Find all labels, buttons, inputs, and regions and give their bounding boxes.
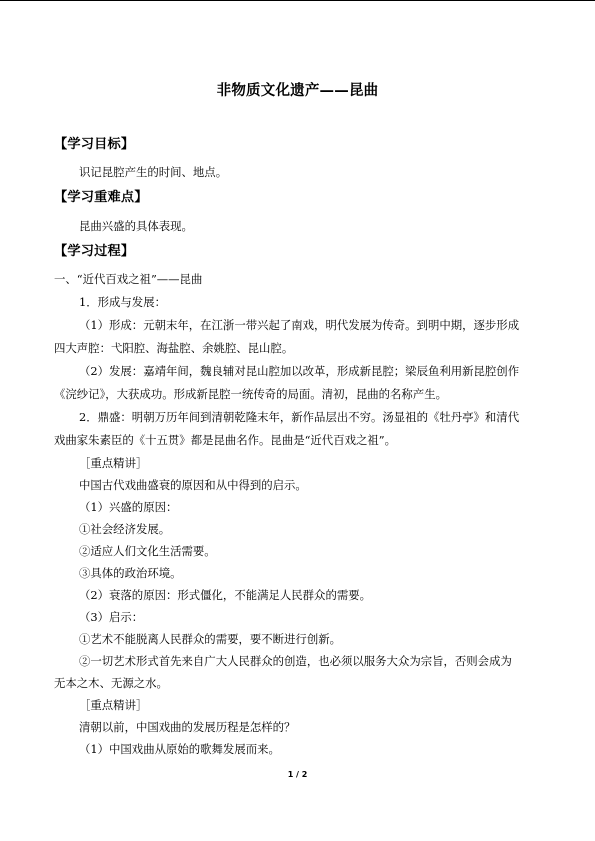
body-line: ①艺术不能脱离人民群众的需要，要不断进行创新。 bbox=[79, 632, 341, 646]
body-line: ［重点精讲］ bbox=[79, 456, 148, 470]
body-line: ②一切艺术形式首先来自广大人民群众的创造，也必须以服务大众为宗旨，否则会成为 bbox=[79, 654, 512, 668]
body-line: ①社会经济发展。 bbox=[79, 522, 171, 536]
body-line: （1）形成：元朝末年，在江浙一带兴起了南戏，明代发展为传奇。到明中期，逐步形成 bbox=[79, 318, 520, 332]
page-number: 1 / 2 bbox=[287, 770, 308, 779]
body-line: （1）兴盛的原因： bbox=[79, 500, 178, 514]
body-line: 《浣纱记》，大获成功。形成新昆腔一统传奇的局面。清初，昆曲的名称产生。 bbox=[54, 387, 447, 401]
body-line: 四大声腔：弋阳腔、海盐腔、余姚腔、昆山腔。 bbox=[54, 341, 294, 355]
body-line: ②适应人们文化生活需要。 bbox=[79, 544, 216, 558]
body-line: ［重点精讲］ bbox=[79, 698, 148, 712]
body-line: ③具体的政治环境。 bbox=[79, 566, 182, 580]
body-line: 戏曲家朱素臣的《十五贯》都是昆曲名作。昆曲是“近代百戏之祖”。 bbox=[54, 433, 396, 447]
body-line: 无本之木、无源之水。 bbox=[54, 676, 168, 690]
body-line: 清朝以前，中国戏曲的发展历程是怎样的？ bbox=[79, 720, 296, 734]
section-heading-process: 【学习过程】 bbox=[54, 244, 135, 259]
section-text-goals: 识记昆腔产生的时间、地点。 bbox=[79, 165, 228, 179]
body-line: （2）衰落的原因：形式僵化，不能满足人民群众的需要。 bbox=[79, 588, 372, 602]
section-text-key-points: 昆曲兴盛的具体表现。 bbox=[79, 219, 193, 233]
page-title: 非物质文化遗产——昆曲 bbox=[216, 83, 379, 99]
body-line: （2）发展：嘉靖年间，魏良辅对昆山腔加以改革，形成新昆腔；梁辰鱼利用新昆腔创作 bbox=[79, 364, 520, 378]
body-line: 一、“近代百戏之祖”——昆曲 bbox=[54, 272, 203, 286]
body-line: （1）中国戏曲从原始的歌舞发展而来。 bbox=[79, 742, 280, 756]
body-line: 中国古代戏曲盛衰的原因和从中得到的启示。 bbox=[79, 478, 307, 492]
body-line: 2．鼎盛：明朝万历年间到清朝乾隆末年，新作品层出不穷。汤显祖的《牡丹亭》和清代 bbox=[79, 410, 520, 424]
section-heading-goals: 【学习目标】 bbox=[54, 137, 135, 152]
section-heading-key-points: 【学习重难点】 bbox=[54, 190, 148, 205]
body-line: 1．形成与发展： bbox=[79, 295, 166, 309]
body-line: （3）启示： bbox=[79, 610, 144, 624]
